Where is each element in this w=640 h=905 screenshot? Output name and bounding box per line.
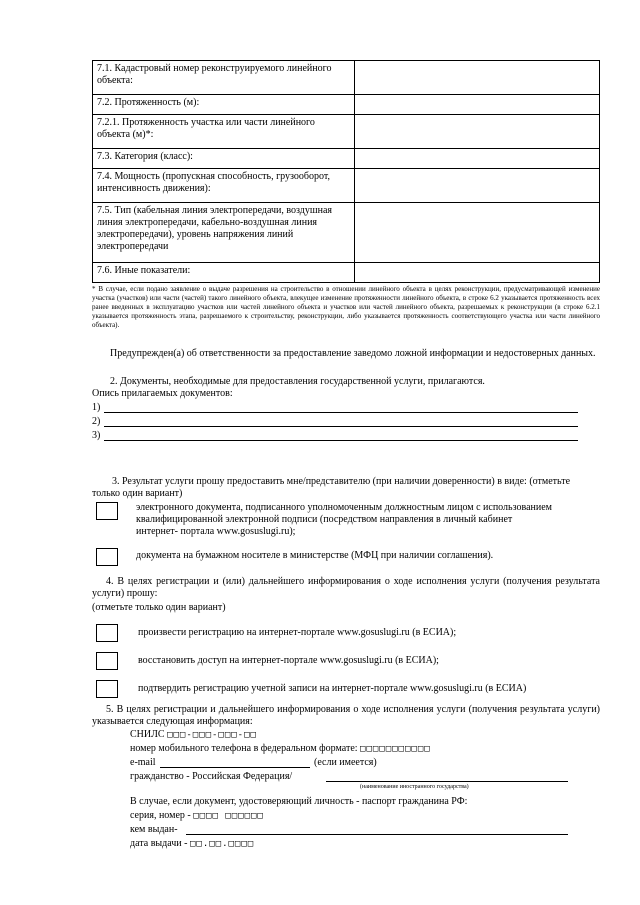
documents-list-title: Опись прилагаемых документов: [92, 388, 233, 399]
registration-option-confirm-label: подтвердить регистрацию учетной записи на интернет-портале www.gosuslugi.ru (в ЕСИА) [138, 683, 527, 694]
issue-date-label: дата выдачи - [130, 838, 188, 849]
citizenship-note: (наименование иностранного государства) [360, 784, 469, 790]
document-item-3-number: 3) [92, 430, 101, 441]
issued-by-input[interactable] [186, 834, 568, 835]
properties-table [92, 60, 600, 283]
document-item-2-number: 2) [92, 416, 101, 427]
registration-option-restore-label: восстановить доступ на интернет-портале www.gosuslugi.ru (в ЕСИА); [138, 655, 439, 666]
table-row [93, 263, 600, 283]
email-input[interactable] [160, 767, 310, 768]
phone-input[interactable]: □□□□□□□□□□□ [360, 744, 431, 754]
registration-option-confirm-checkbox[interactable] [96, 680, 118, 698]
document-item-1-number: 1) [92, 402, 101, 413]
row-value[interactable] [355, 95, 600, 115]
document-item-1-line[interactable] [104, 412, 578, 413]
registration-option-restore-checkbox[interactable] [96, 652, 118, 670]
citizenship-input[interactable] [326, 781, 568, 782]
registration-note: (отметьте только один вариант) [92, 602, 226, 613]
result-option-paper-label: документа на бумажном носителе в министерстве (МФЦ при наличии соглашения). [136, 550, 494, 561]
row-value[interactable] [355, 263, 600, 283]
document-item-2-line[interactable] [104, 426, 578, 427]
series-row [130, 810, 264, 822]
result-option-electronic-checkbox[interactable] [96, 502, 118, 520]
email-label: e-mail [130, 757, 156, 768]
row-label: 7.3. Категория (класс): [93, 149, 355, 169]
document-item-3-line[interactable] [104, 440, 578, 441]
phone-row [130, 743, 431, 755]
table-row [93, 95, 600, 115]
responsibility-warning: Предупрежден(а) об ответственности за предоставление заведомо ложной информации и недостоверных данных. [110, 348, 596, 359]
row-label: 7.5. Тип (кабельная линия электропередачи, воздушная линия электропередачи, кабельно-воздушная линия электропередачи), уровень напряжения линий электропередачи [93, 203, 355, 263]
row-label: 7.4. Мощность (пропускная способность, грузооборот, интенсивность движения): [93, 169, 355, 203]
row-value[interactable] [355, 169, 600, 203]
row-value[interactable] [355, 115, 600, 149]
series-input[interactable]: □□□□ □□□□□□ [193, 811, 264, 821]
row-label: 7.2. Протяженность (м): [93, 95, 355, 115]
registration-option-register-checkbox[interactable] [96, 624, 118, 642]
phone-label: номер мобильного телефона в федеральном формате: [130, 743, 358, 754]
snils-label: СНИЛС [130, 729, 165, 740]
table-row [93, 61, 600, 95]
snils-input[interactable]: □□□-□□□-□□□-□□ [167, 730, 257, 740]
series-label: серия, номер - [130, 810, 191, 821]
footnote: * В случае, если подано заявление о выдаче разрешения на строительство в отношении линейного объекта в целях реконструкции, предусматривающей изменение участка (участков) или части (частей) такого линейного объекта, влекущее изменение протяженности линейного объекта, в строке 6.2 указывается протяженность всех ранее введенных в эксплуатацию участков или частей линейного объекта и участков или частей линейного объекта, разрешаемых к реконструкции (в строке 6.2.1 указывается протяженность этапа, разрешаемого к строительству, реконструкции, либо указывается протяженность соответствующего участка или части линейного объекта). [92, 285, 600, 329]
result-option-paper-checkbox[interactable] [96, 548, 118, 566]
registration-heading: 4. В целях регистрации и (или) дальнейшего информирования о ходе исполнения услуги (получения результата услуги) прошу: [92, 576, 600, 599]
issued-by-label: кем выдан- [130, 824, 178, 835]
info-heading: 5. В целях регистрации и дальнейшего информирования о ходе исполнения услуги (получения результата услуги) указывается следующая информация: [92, 704, 600, 727]
row-value[interactable] [355, 149, 600, 169]
table-row [93, 169, 600, 203]
passport-intro: В случае, если документ, удостоверяющий личность - паспорт гражданина РФ: [130, 796, 468, 807]
row-label: 7.1. Кадастровый номер реконструируемого линейного объекта: [93, 61, 355, 95]
row-value[interactable] [355, 61, 600, 95]
citizenship-label: гражданство - Российская Федерация/ [130, 771, 293, 782]
row-label: 7.2.1. Протяженность участка или части линейного объекта (м)*: [93, 115, 355, 149]
table-row [93, 115, 600, 149]
row-label: 7.6. Иные показатели: [93, 263, 355, 283]
issue-date-input[interactable]: □□.□□.□□□□ [189, 839, 255, 849]
table-row [93, 203, 600, 263]
registration-option-register-label: произвести регистрацию на интернет-портале www.gosuslugi.ru (в ЕСИА); [138, 627, 457, 638]
documents-heading: 2. Документы, необходимые для предоставления государственной услуги, прилагаются. [110, 376, 485, 387]
snils-row [130, 729, 257, 741]
table-row [93, 149, 600, 169]
issue-date-row [130, 838, 254, 850]
result-option-electronic-label: электронного документа, подписанного уполномоченным должностным лицом с использованием квалифицированной электронной подписи (посредством направления в личный кабинет интернет- портала www.gosuslugi.ru); [136, 502, 552, 537]
result-heading: 3. Результат услуги прошу предоставить мне/представителю (при наличии доверенности) в виде: (отметьте только один вариант) [92, 476, 571, 499]
row-value[interactable] [355, 203, 600, 263]
email-suffix: (если имеется) [314, 757, 377, 768]
